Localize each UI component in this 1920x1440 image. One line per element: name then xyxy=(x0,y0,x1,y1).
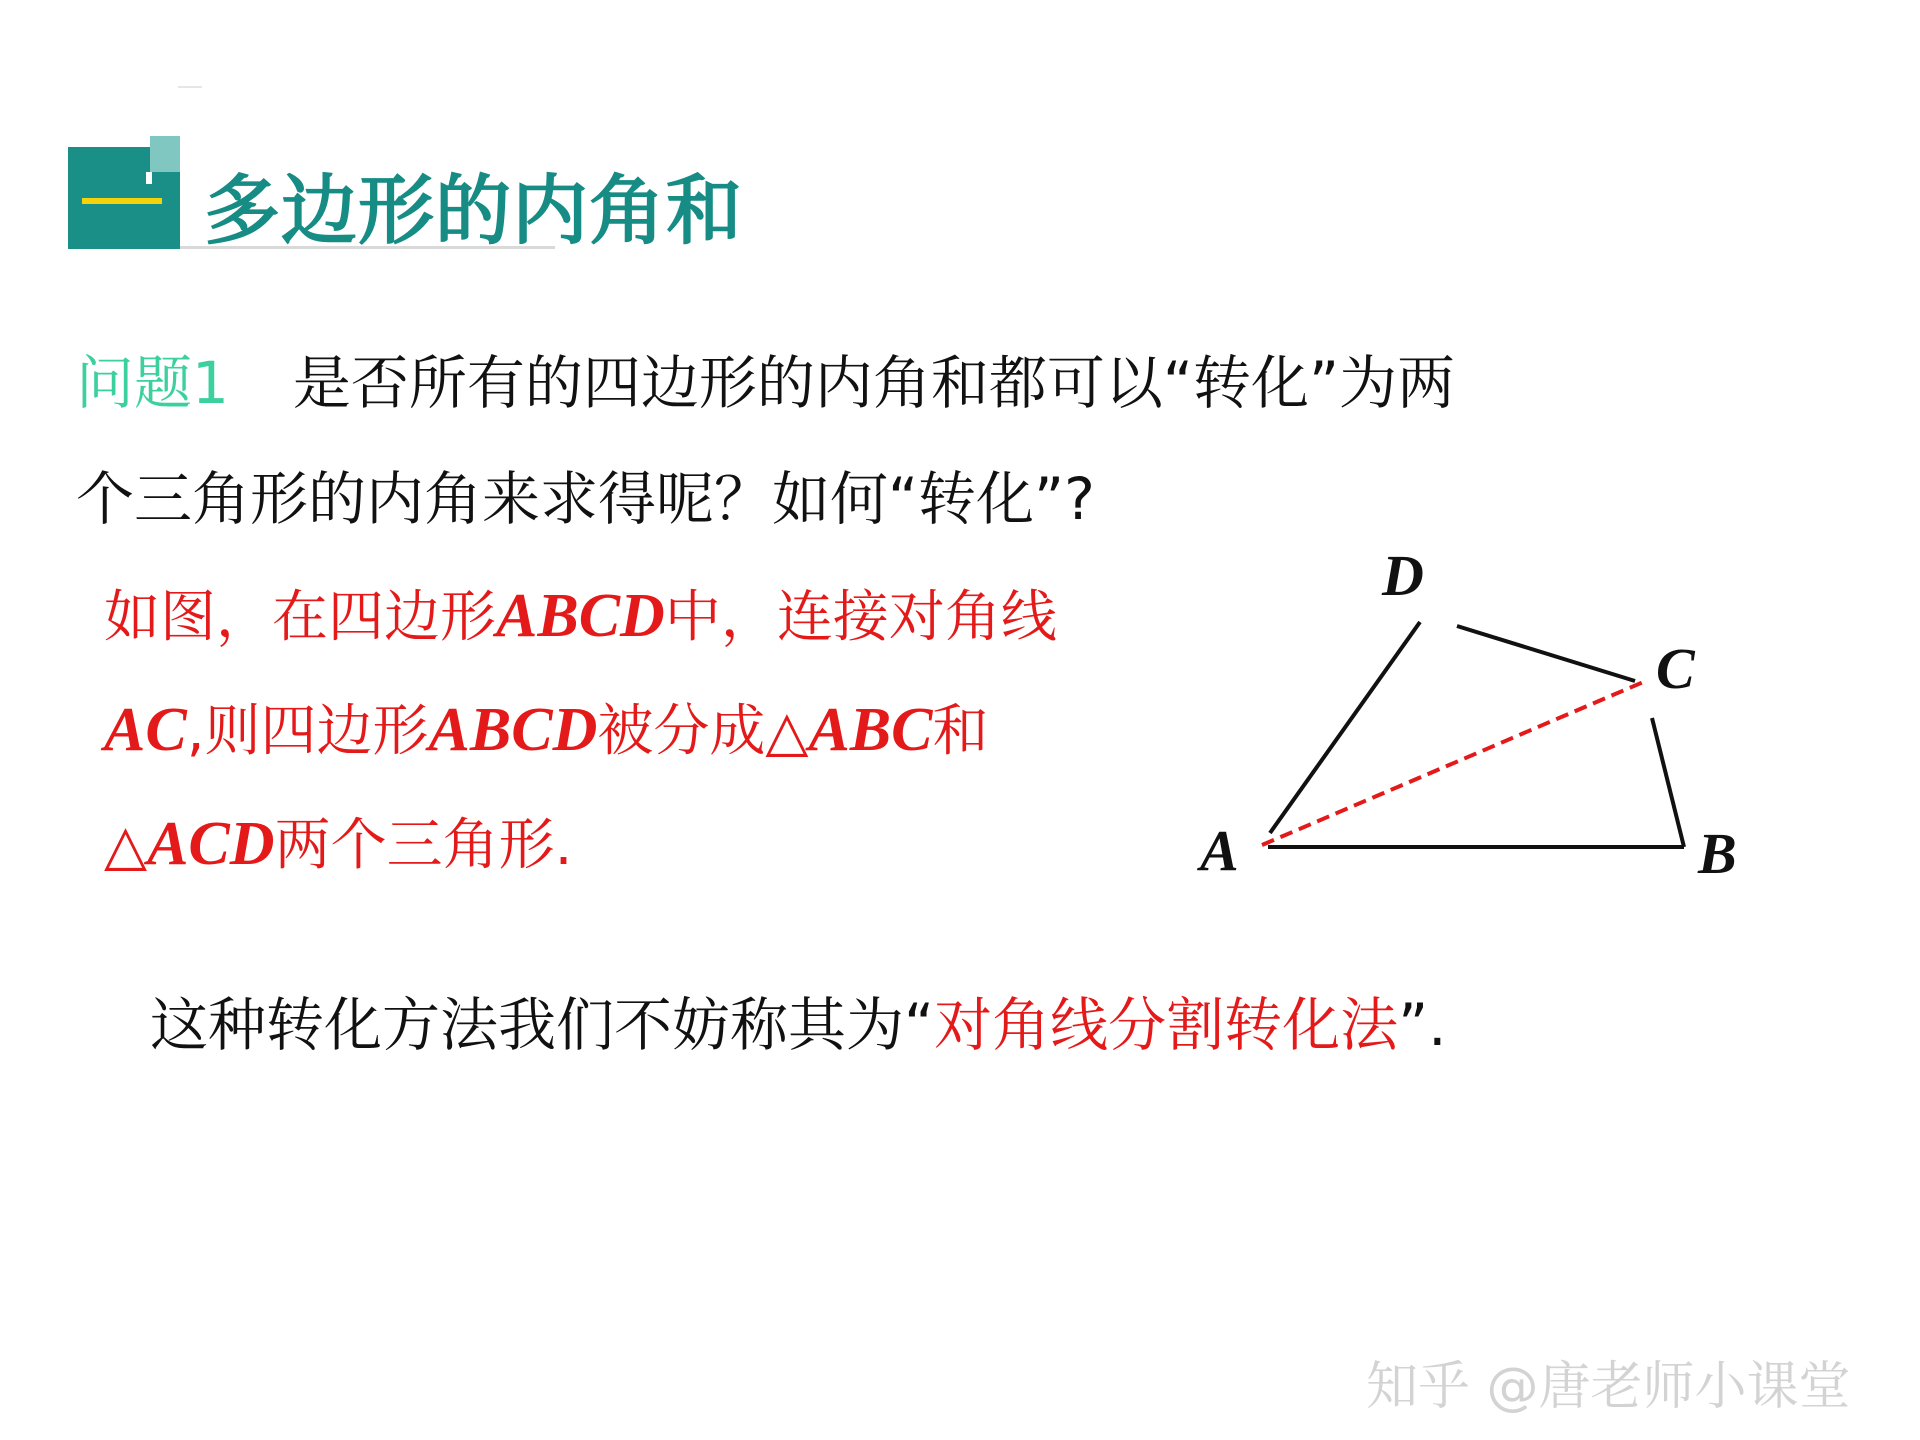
vertex-label-B: B xyxy=(1698,821,1737,886)
vertex-label-C: C xyxy=(1656,636,1695,701)
triangle-name: ACD xyxy=(147,810,275,878)
conclusion-suffix: ”. xyxy=(1398,991,1447,1059)
explanation-text: 被分成△ xyxy=(597,699,809,764)
quadrilateral-name: ABCD xyxy=(428,696,598,764)
triangle-symbol: △ xyxy=(104,813,148,878)
conclusion-sentence xyxy=(150,978,1447,1062)
explanation-text: 中，连接对角线 xyxy=(664,585,1057,650)
explanation-line-1 xyxy=(104,560,1224,674)
question-line-1: 是否所有的四边形的内角和都可以“转化”为两 xyxy=(292,349,1456,417)
explanation-text: 两个三角形. xyxy=(274,813,573,878)
edge-CB xyxy=(1652,718,1684,847)
question-line-2: 个三角形的内角来求得呢？如何“转化”? xyxy=(76,465,1095,533)
section-number-dash xyxy=(82,198,162,204)
quadrilateral-diagram xyxy=(1180,540,1800,920)
header-accent-square xyxy=(150,136,180,172)
vertex-label-A: A xyxy=(1200,818,1239,883)
explanation-text: 如图，在四边形 xyxy=(104,585,496,650)
explanation-text: ,则四边形 xyxy=(186,699,429,764)
explanation-line-3 xyxy=(104,788,1224,902)
explanation-paragraph xyxy=(104,560,1224,902)
question-label: 问题1 xyxy=(76,349,229,417)
edge-AD xyxy=(1270,622,1420,833)
edge-DC xyxy=(1457,626,1635,681)
explanation-line-2 xyxy=(104,674,1224,788)
header-notch xyxy=(146,172,152,184)
vertex-label-D: D xyxy=(1382,543,1424,608)
conclusion-prefix: 这种转化方法我们不妨称其为“ xyxy=(150,991,935,1059)
method-name: 对角线分割转化法 xyxy=(934,991,1399,1059)
explanation-text: 和 xyxy=(932,699,989,764)
watermark: 知乎 @唐老师小课堂 xyxy=(1366,1357,1851,1417)
triangle-name: ABC xyxy=(808,696,933,764)
top-decor-line xyxy=(178,86,202,88)
question-paragraph xyxy=(76,325,1696,557)
quadrilateral-name: ABCD xyxy=(496,582,665,650)
section-title: 多边形的内角和 xyxy=(204,166,743,255)
diagonal-name: AC xyxy=(104,696,187,764)
